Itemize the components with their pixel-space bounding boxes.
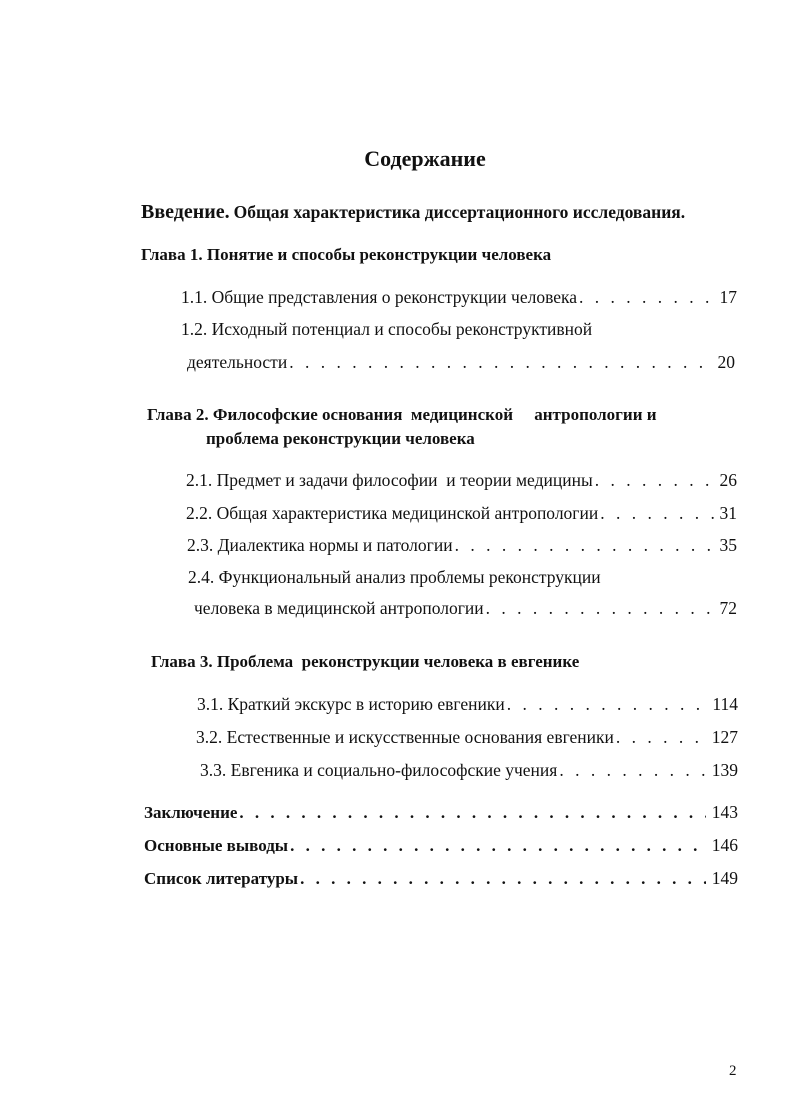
dot-leader <box>507 694 707 715</box>
introduction-heading <box>141 201 685 224</box>
toc-entry-page: 17 <box>719 287 737 307</box>
dot-leader <box>300 869 706 889</box>
dot-leader <box>579 287 713 308</box>
introduction-text: Общая характеристика диссертационного исследования. <box>233 202 686 222</box>
toc-entry-conclusion[interactable] <box>144 802 738 823</box>
toc-entry-2-2[interactable] <box>186 503 737 524</box>
toc-entry-page: 146 <box>711 835 738 855</box>
chapter-1-heading: Глава 1. Понятие и способы реконструкции человека <box>141 245 552 264</box>
toc-entry-page: 149 <box>711 868 738 888</box>
toc-entry-main-findings[interactable] <box>144 835 738 856</box>
toc-entry-label: Основные выводы <box>144 836 289 855</box>
dot-leader <box>289 352 711 373</box>
dot-leader <box>455 535 714 556</box>
toc-entry-page: 114 <box>712 694 738 714</box>
toc-entry-label: деятельности <box>187 352 288 372</box>
dot-leader <box>595 470 714 491</box>
toc-entry-page: 31 <box>719 503 737 523</box>
page-title: Содержание <box>364 146 486 171</box>
toc-entry-label: 3.1. Краткий экскурс в историю евгеники <box>197 694 505 714</box>
toc-entry-label: 3.2. Естественные и искусственные основания евгеники <box>196 727 614 747</box>
toc-entry-page: 127 <box>711 727 738 747</box>
toc-entry-page: 139 <box>711 760 738 780</box>
toc-entry-label: человека в медицинской антропологии <box>194 598 484 618</box>
toc-entry-label: 2.1. Предмет и задачи философии и теории медицины <box>186 470 593 490</box>
toc-entry-2-4-line1[interactable]: 2.4. Функциональный анализ проблемы реконструкции <box>188 567 601 587</box>
toc-entry-1-2-line1[interactable]: 1.2. Исходный потенциал и способы реконструктивной <box>181 319 593 339</box>
toc-entry-page: 35 <box>719 535 737 555</box>
chapter-2-heading-line1: Глава 2. Философские основания медицинской антропологии и <box>147 405 657 424</box>
toc-entry-page: 143 <box>711 802 738 822</box>
dot-leader <box>616 727 706 748</box>
dot-leader <box>239 803 705 823</box>
toc-entry-page: 26 <box>719 470 737 490</box>
toc-entry-3-1[interactable] <box>197 694 738 715</box>
toc-entry-label: Заключение <box>144 803 238 822</box>
toc-entry-1-2[interactable] <box>187 352 735 373</box>
toc-entry-label: 2.2. Общая характеристика медицинской антропологии <box>186 503 599 523</box>
toc-entry-2-3[interactable] <box>187 535 737 556</box>
dot-leader <box>486 598 714 619</box>
toc-entry-page: 20 <box>717 352 735 372</box>
toc-entry-2-4[interactable] <box>194 598 737 619</box>
toc-entry-page: 72 <box>719 598 737 618</box>
toc-entry-3-3[interactable] <box>200 760 738 781</box>
toc-entry-3-2[interactable] <box>196 727 738 748</box>
toc-entry-2-1[interactable] <box>186 470 737 491</box>
dot-leader <box>600 503 713 524</box>
dot-leader <box>290 836 706 856</box>
chapter-2-heading-line2: проблема реконструкции человека <box>206 429 475 448</box>
toc-entry-label: 3.3. Евгеника и социально-философские учения <box>200 760 558 780</box>
toc-entry-label: 2.3. Диалектика нормы и патологии <box>187 535 453 555</box>
page-number: 2 <box>729 1063 737 1079</box>
toc-entry-bibliography[interactable] <box>144 868 738 889</box>
introduction-lead: Введение. <box>141 201 230 223</box>
toc-entry-label: Список литературы <box>144 869 299 888</box>
toc-entry-label: 1.1. Общие представления о реконструкции человека <box>181 287 578 307</box>
chapter-3-heading: Глава 3. Проблема реконструкции человека в евгенике <box>151 652 580 671</box>
dot-leader <box>559 760 705 781</box>
toc-entry-1-1[interactable] <box>181 287 737 308</box>
